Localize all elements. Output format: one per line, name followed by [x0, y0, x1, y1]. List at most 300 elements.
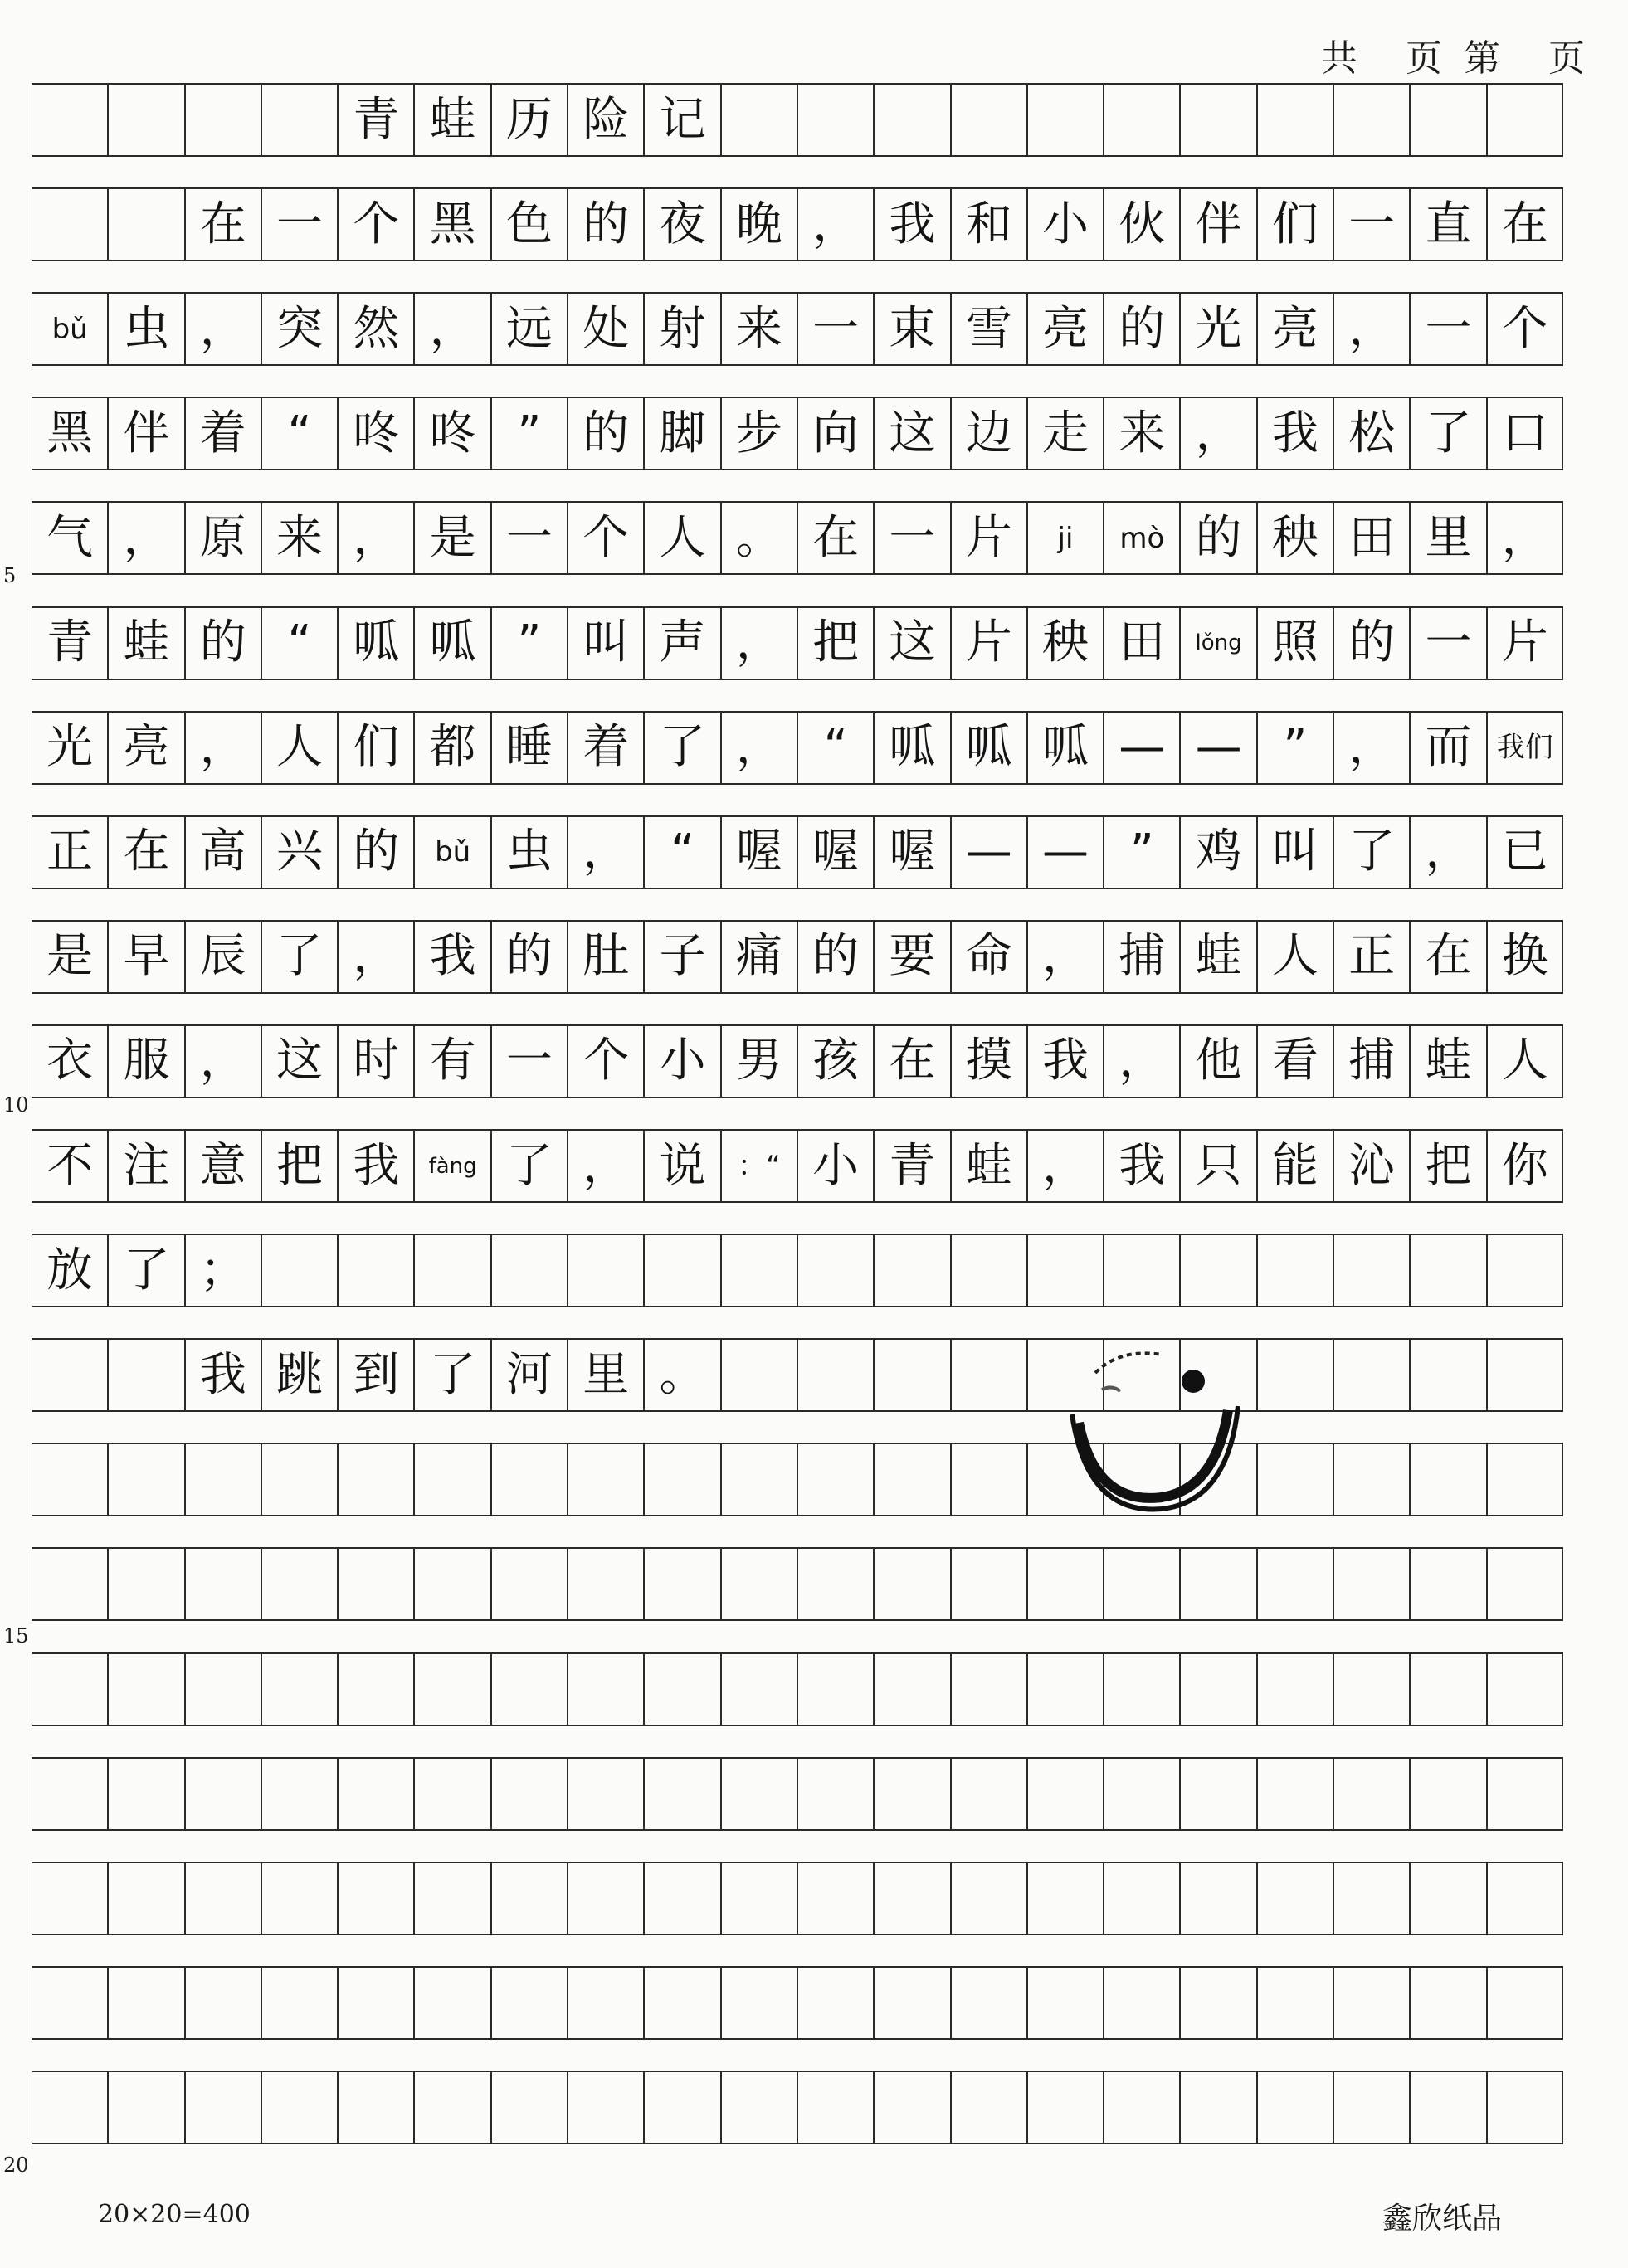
- grid-cell: 边: [951, 397, 1027, 470]
- grid-cell: 束: [874, 292, 950, 366]
- grid-cell: ，: [185, 1024, 261, 1098]
- grid-cell: 他: [1180, 1024, 1256, 1098]
- grid-cell: 青: [338, 83, 414, 157]
- grid-cell: 都: [414, 711, 490, 785]
- grid-cell: [1180, 83, 1256, 157]
- grid-cell: [491, 1652, 568, 1726]
- grid-cell: 呱: [951, 711, 1027, 785]
- grid-cell: ，: [1104, 1024, 1180, 1098]
- grid-cell: 夜: [644, 187, 720, 261]
- grid-cell: ，: [568, 815, 644, 889]
- grid-cell: 说: [644, 1129, 720, 1203]
- grid-cell: 喔: [721, 815, 797, 889]
- grid-cell: 一: [491, 501, 568, 575]
- grid-cell: ，: [338, 920, 414, 994]
- grid-cell: [414, 1652, 490, 1726]
- grid-cell: [1333, 1757, 1410, 1831]
- grid-cell: 。: [721, 501, 797, 575]
- grid-cell: [1410, 1652, 1486, 1726]
- grid-cell: [1180, 1547, 1256, 1621]
- grid-cell: [951, 1234, 1027, 1307]
- grid-cell: [797, 1652, 874, 1726]
- grid-cell: 在: [185, 187, 261, 261]
- grid-cell: 能: [1257, 1129, 1333, 1203]
- grid-cell: 这: [874, 606, 950, 680]
- grid-cell: [568, 1547, 644, 1621]
- grid-cell: 捕: [1333, 1024, 1410, 1098]
- grid-cell: 呱: [1027, 711, 1104, 785]
- grid-cell: [491, 1966, 568, 2040]
- grid-cell: 在: [797, 501, 874, 575]
- grid-cell: 人: [261, 711, 338, 785]
- grid-cell: [414, 1862, 490, 1935]
- grid-cell: 跳: [261, 1338, 338, 1412]
- grid-cell: 我: [1027, 1024, 1104, 1098]
- header-ye1: 页: [1406, 37, 1444, 80]
- grid-cell: 片: [1487, 606, 1563, 680]
- grid-cell: [951, 2071, 1027, 2144]
- grid-cell: —: [1104, 711, 1180, 785]
- grid-row: [32, 1652, 1563, 1726]
- grid-cell: 个: [568, 1024, 644, 1098]
- grid-row: [32, 815, 1563, 889]
- grid-cell: 来: [261, 501, 338, 575]
- grid-cell: 把: [1410, 1129, 1486, 1203]
- grid-cell: 把: [261, 1129, 338, 1203]
- grid-cell: 只: [1180, 1129, 1256, 1203]
- grid-cell: [108, 187, 184, 261]
- grid-cell: ，: [414, 292, 490, 366]
- grid-cell: 的: [338, 815, 414, 889]
- grid-cell: [797, 1966, 874, 2040]
- grid-cell: [1410, 1757, 1486, 1831]
- grid-cell: bǔ: [32, 292, 108, 366]
- grid-cell: [1487, 1757, 1563, 1831]
- grid-cell: [874, 1443, 950, 1516]
- grid-cell: 秧: [1027, 606, 1104, 680]
- grid-cell: [951, 1547, 1027, 1621]
- grid-cell: 的: [1333, 606, 1410, 680]
- grid-cell: 我: [1257, 397, 1333, 470]
- grid-cell: [1333, 1443, 1410, 1516]
- grid-cell: [338, 2071, 414, 2144]
- grid-cell: ，: [1027, 920, 1104, 994]
- grid-cell: [32, 1652, 108, 1726]
- grid-cell: [1027, 1862, 1104, 1935]
- grid-cell: [797, 1338, 874, 1412]
- grid-cell: 人: [1487, 1024, 1563, 1098]
- grid-cell: [1257, 1338, 1333, 1412]
- grid-cell: [1180, 1652, 1256, 1726]
- grid-cell: 伴: [1180, 187, 1256, 261]
- grid-cell: ：“: [721, 1129, 797, 1203]
- grid-cell: 的: [491, 920, 568, 994]
- grid-cell: ，: [797, 187, 874, 261]
- grid-cell: 有: [414, 1024, 490, 1098]
- grid-cell: 睡: [491, 711, 568, 785]
- grid-cell: 伴: [108, 397, 184, 470]
- grid-cell: 一: [797, 292, 874, 366]
- grid-cell: [721, 1652, 797, 1726]
- grid-cell: 摸: [951, 1024, 1027, 1098]
- grid-cell: [1487, 1652, 1563, 1726]
- grid-cell: [491, 1443, 568, 1516]
- grid-cell: [951, 1966, 1027, 2040]
- grid-cell: 步: [721, 397, 797, 470]
- grid-cell: 辰: [185, 920, 261, 994]
- grid-cell: [644, 1547, 720, 1621]
- grid-row: [32, 606, 1563, 680]
- grid-cell: 兴: [261, 815, 338, 889]
- grid-cell: [1487, 1443, 1563, 1516]
- grid-cell: 射: [644, 292, 720, 366]
- grid-cell: 口: [1487, 397, 1563, 470]
- grid-cell: [185, 2071, 261, 2144]
- grid-row: [32, 187, 1563, 261]
- grid-cell: 的: [185, 606, 261, 680]
- grid-cell: 意: [185, 1129, 261, 1203]
- grid-cell: [1257, 1547, 1333, 1621]
- grid-cell: ，: [1487, 501, 1563, 575]
- grid-cell: [1027, 1966, 1104, 2040]
- grid-cell: 孩: [797, 1024, 874, 1098]
- grid-cell: 片: [951, 501, 1027, 575]
- line-number-10: 10: [3, 1093, 29, 1117]
- grid-cell: 原: [185, 501, 261, 575]
- grid-cell: 蛙: [1410, 1024, 1486, 1098]
- grid-cell: 们: [338, 711, 414, 785]
- header-di: 第: [1464, 37, 1502, 80]
- grid-row: [32, 1862, 1563, 1935]
- grid-cell: [644, 1966, 720, 2040]
- grid-cell: [1104, 1966, 1180, 2040]
- grid-cell: 着: [568, 711, 644, 785]
- grid-cell: 光: [32, 711, 108, 785]
- grid-cell: 的: [568, 397, 644, 470]
- grid-cell: [797, 83, 874, 157]
- grid-cell: 黑: [414, 187, 490, 261]
- grid-cell: 在: [874, 1024, 950, 1098]
- page-header: [1321, 28, 1587, 81]
- grid-cell: [721, 1966, 797, 2040]
- grid-cell: [414, 1966, 490, 2040]
- grid-cell: 捕: [1104, 920, 1180, 994]
- grid-cell: [1257, 1234, 1333, 1307]
- grid-cell: 蛙: [1180, 920, 1256, 994]
- grid-cell: [1333, 1652, 1410, 1726]
- grid-cell: 痛: [721, 920, 797, 994]
- grid-cell: 蛙: [951, 1129, 1027, 1203]
- grid-cell: [261, 1547, 338, 1621]
- grid-cell: [1487, 1338, 1563, 1412]
- grid-cell: [1180, 1757, 1256, 1831]
- grid-cell: [1104, 1652, 1180, 1726]
- grid-cell: 历: [491, 83, 568, 157]
- grid-cell: [1027, 1234, 1104, 1307]
- grid-cell: “: [644, 815, 720, 889]
- grid-cell: 直: [1410, 187, 1486, 261]
- grid-cell: 田: [1333, 501, 1410, 575]
- grid-cell: [32, 83, 108, 157]
- header-ye2: 页: [1548, 37, 1587, 80]
- grid-cell: [568, 2071, 644, 2144]
- grid-cell: [874, 1338, 950, 1412]
- grid-cell: “: [261, 397, 338, 470]
- grid-cell: 了: [414, 1338, 490, 1412]
- grid-cell: 你: [1487, 1129, 1563, 1203]
- grid-cell: [1180, 2071, 1256, 2144]
- grid-cell: 鸡: [1180, 815, 1256, 889]
- grid-cell: [797, 2071, 874, 2144]
- grid-cell: [1104, 1757, 1180, 1831]
- grid-cell: [338, 1757, 414, 1831]
- grid-cell: 了: [108, 1234, 184, 1307]
- grid-cell: [721, 1757, 797, 1831]
- grid-row: [32, 1024, 1563, 1098]
- grid-cell: [108, 1757, 184, 1831]
- grid-cell: 晚: [721, 187, 797, 261]
- grid-cell: 秧: [1257, 501, 1333, 575]
- grid-cell: 蛙: [108, 606, 184, 680]
- grid-cell: 片: [951, 606, 1027, 680]
- grid-cell: [185, 1862, 261, 1935]
- grid-cell: 和: [951, 187, 1027, 261]
- grid-cell: 而: [1410, 711, 1486, 785]
- grid-cell: [1333, 1966, 1410, 2040]
- grid-cell: [414, 1547, 490, 1621]
- grid-cell: 个: [568, 501, 644, 575]
- grid-cell: —: [1027, 815, 1104, 889]
- grid-cell: 在: [1487, 187, 1563, 261]
- grid-cell: 叫: [1257, 815, 1333, 889]
- grid-cell: [721, 83, 797, 157]
- grid-cell: ，: [1180, 397, 1256, 470]
- grid-cell: [1410, 2071, 1486, 2144]
- grid-row: [32, 292, 1563, 366]
- grid-cell: [108, 1966, 184, 2040]
- grid-cell: [1410, 1443, 1486, 1516]
- grid-cell: bǔ: [414, 815, 490, 889]
- grid-cell: 走: [1027, 397, 1104, 470]
- grid-cell: [414, 1757, 490, 1831]
- grid-cell: 一: [1333, 187, 1410, 261]
- grid-cell: 换: [1487, 920, 1563, 994]
- grid-cell: 来: [1104, 397, 1180, 470]
- grid-cell: [1257, 1757, 1333, 1831]
- grid-cell: [1410, 1862, 1486, 1935]
- grid-cell: [1410, 1547, 1486, 1621]
- grid-cell: 一: [261, 187, 338, 261]
- grid-cell: 雪: [951, 292, 1027, 366]
- grid-cell: [1487, 1234, 1563, 1307]
- grid-cell: 男: [721, 1024, 797, 1098]
- grid-cell: [1410, 83, 1486, 157]
- grid-cell: [951, 1862, 1027, 1935]
- grid-cell: [491, 1757, 568, 1831]
- grid-cell: 小: [1027, 187, 1104, 261]
- grid-cell: [568, 1757, 644, 1831]
- grid-cell: [1257, 1966, 1333, 2040]
- grid-cell: 了: [1410, 397, 1486, 470]
- grid-cell: 。: [644, 1338, 720, 1412]
- grid-cell: [568, 1966, 644, 2040]
- grid-cell: [414, 2071, 490, 2144]
- grid-cell: [1104, 83, 1180, 157]
- grid-cell: 呱: [874, 711, 950, 785]
- grid-cell: [338, 1443, 414, 1516]
- grid-cell: [1104, 2071, 1180, 2144]
- grid-cell: [32, 1443, 108, 1516]
- grid-cell: ，: [1027, 1129, 1104, 1203]
- grid-cell: [338, 1966, 414, 2040]
- grid-cell: [1333, 83, 1410, 157]
- grid-cell: 已: [1487, 815, 1563, 889]
- grid-cell: —: [951, 815, 1027, 889]
- grid-cell: 黑: [32, 397, 108, 470]
- grid-cell: 我: [414, 920, 490, 994]
- grid-cell: 着: [185, 397, 261, 470]
- line-number-15: 15: [3, 1624, 29, 1647]
- grid-cell: 伙: [1104, 187, 1180, 261]
- grid-cell: ，: [1333, 711, 1410, 785]
- grid-cell: 喔: [797, 815, 874, 889]
- grid-cell: [644, 1862, 720, 1935]
- grid-cell: 是: [32, 920, 108, 994]
- grid-cell: [874, 1966, 950, 2040]
- grid-cell: [797, 1862, 874, 1935]
- grid-row: [32, 397, 1563, 470]
- grid-cell: —: [1180, 711, 1256, 785]
- grid-cell: [1180, 1966, 1256, 2040]
- grid-cell: ，: [568, 1129, 644, 1203]
- grid-cell: 小: [644, 1024, 720, 1098]
- grid-row: [32, 920, 1563, 994]
- grid-cell: [1027, 2071, 1104, 2144]
- grid-cell: 看: [1257, 1024, 1333, 1098]
- grid-cell: [185, 1652, 261, 1726]
- grid-cell: 气: [32, 501, 108, 575]
- grid-cell: 命: [951, 920, 1027, 994]
- grid-cell: 虫: [491, 815, 568, 889]
- grid-cell: [568, 1652, 644, 1726]
- grid-cell: [1333, 1338, 1410, 1412]
- grid-cell: [1257, 1652, 1333, 1726]
- grid-cell: 了: [1333, 815, 1410, 889]
- grid-cell: [32, 2071, 108, 2144]
- grid-cell: [1487, 1547, 1563, 1621]
- grid-row: [32, 2071, 1563, 2144]
- grid-cell: 记: [644, 83, 720, 157]
- grid-cell: [721, 1862, 797, 1935]
- grid-cell: 一: [1410, 606, 1486, 680]
- grid-cell: 这: [261, 1024, 338, 1098]
- grid-cell: 在: [108, 815, 184, 889]
- grid-cell: [491, 1547, 568, 1621]
- grid-cell: [261, 1757, 338, 1831]
- grid-row: [32, 1547, 1563, 1621]
- grid-cell: [1027, 1757, 1104, 1831]
- grid-cell: 来: [721, 292, 797, 366]
- grid-cell: [491, 1234, 568, 1307]
- brand-label: 鑫欣纸品: [1382, 2202, 1502, 2236]
- grid-cell: 青: [874, 1129, 950, 1203]
- grid-cell: [1333, 1547, 1410, 1621]
- grid-cell: 这: [874, 397, 950, 470]
- grid-cell: 肚: [568, 920, 644, 994]
- grid-cell: 的: [568, 187, 644, 261]
- grid-cell: [1487, 83, 1563, 157]
- grid-cell: 向: [797, 397, 874, 470]
- grid-cell: 突: [261, 292, 338, 366]
- grid-cell: 叫: [568, 606, 644, 680]
- grid-row: [32, 711, 1563, 785]
- grid-row: [32, 1757, 1563, 1831]
- grid-cell: [644, 2071, 720, 2144]
- grid-cell: 亮: [1027, 292, 1104, 366]
- grid-cell: [261, 1234, 338, 1307]
- grid-cell: 青: [32, 606, 108, 680]
- grid-cell: [1180, 1862, 1256, 1935]
- grid-cell: [1180, 1234, 1256, 1307]
- grid-cell: 险: [568, 83, 644, 157]
- grid-cell: ，: [1410, 815, 1486, 889]
- grid-cell: ；: [185, 1234, 261, 1307]
- grid-cell: ，: [721, 606, 797, 680]
- grid-cell: [874, 83, 950, 157]
- grid-cell: [1333, 2071, 1410, 2144]
- grid-cell: [874, 1547, 950, 1621]
- grid-cell: [185, 83, 261, 157]
- grid-cell: 个: [1487, 292, 1563, 366]
- grid-cell: [1410, 1338, 1486, 1412]
- grid-cell: 正: [1333, 920, 1410, 994]
- grid-cell: ，: [108, 501, 184, 575]
- grid-cell: 我: [874, 187, 950, 261]
- grid-cell: 我: [1104, 1129, 1180, 1203]
- grid-cell: 光: [1180, 292, 1256, 366]
- grid-cell: 我: [185, 1338, 261, 1412]
- grid-cell: 沁: [1333, 1129, 1410, 1203]
- grid-cell: [951, 1652, 1027, 1726]
- grid-cell: 高: [185, 815, 261, 889]
- grid-row: [32, 1443, 1563, 1516]
- grid-cell: 照: [1257, 606, 1333, 680]
- grid-cell: [108, 1338, 184, 1412]
- grid-cell: 人: [1257, 920, 1333, 994]
- grid-cell: 声: [644, 606, 720, 680]
- grid-cell: [644, 1234, 720, 1307]
- grid-cell: [951, 1757, 1027, 1831]
- grid-cell: 放: [32, 1234, 108, 1307]
- grid-cell: 处: [568, 292, 644, 366]
- grid-cell: [644, 1757, 720, 1831]
- grid-cell: 我: [338, 1129, 414, 1203]
- grid-cell: [338, 1547, 414, 1621]
- grid-cell: ，: [1333, 292, 1410, 366]
- grid-cell: [108, 83, 184, 157]
- grid-cell: [338, 1234, 414, 1307]
- grid-cell: 正: [32, 815, 108, 889]
- grid-cell: [721, 1234, 797, 1307]
- grid-cell: 脚: [644, 397, 720, 470]
- grid-cell: 时: [338, 1024, 414, 1098]
- grid-cell: [1104, 1547, 1180, 1621]
- grid-cell: [1257, 83, 1333, 157]
- grid-cell: 是: [414, 501, 490, 575]
- grid-cell: 到: [338, 1338, 414, 1412]
- line-number-5: 5: [3, 564, 17, 587]
- grid-cell: 人: [644, 501, 720, 575]
